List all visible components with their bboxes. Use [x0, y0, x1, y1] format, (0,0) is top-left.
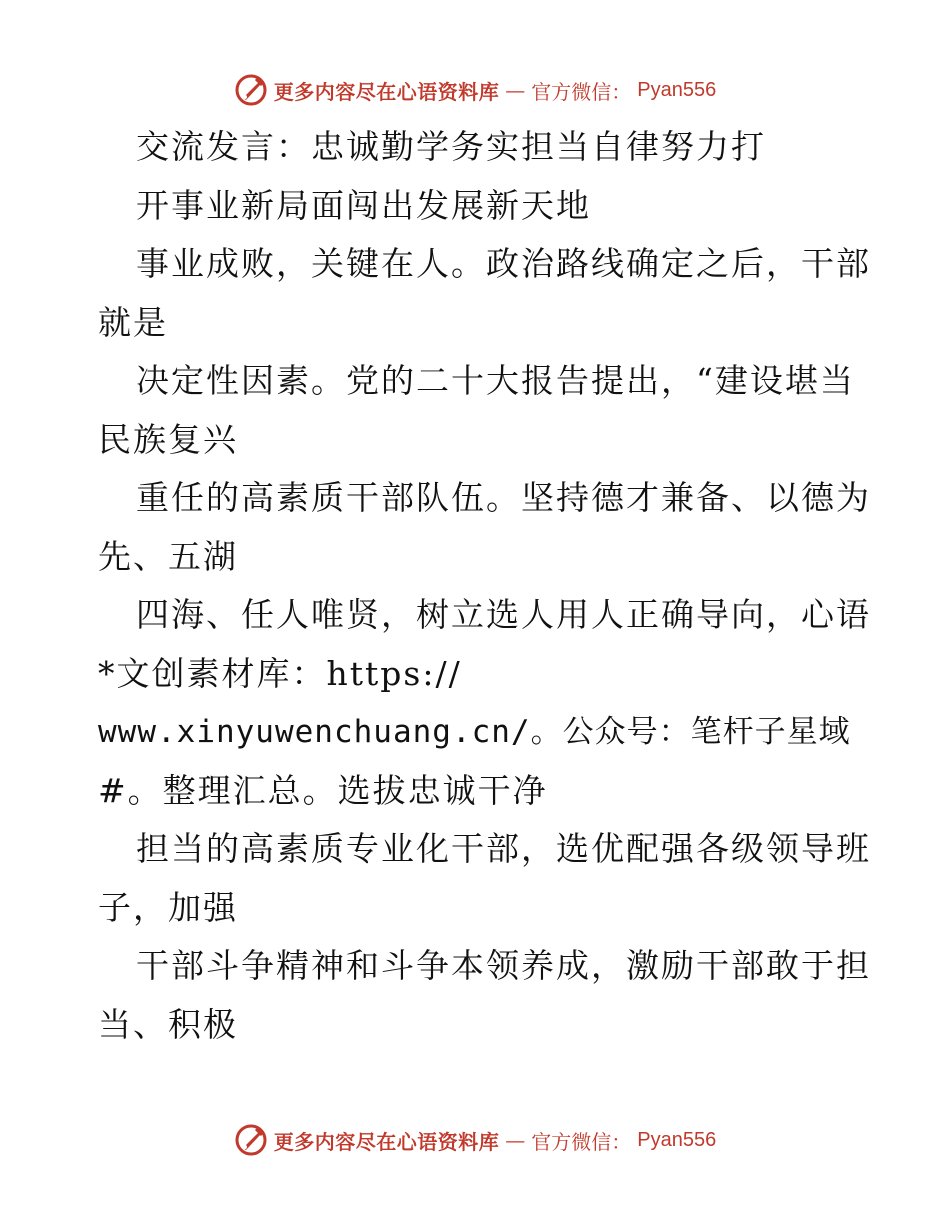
- footer-banner: [0, 1120, 950, 1160]
- title-line-1: 交流发言：忠诚勤学务实担当自律努力打: [136, 127, 766, 166]
- banner-separator: —: [505, 78, 526, 102]
- banner-wechat-id: Pyan556: [637, 78, 717, 101]
- banner-wechat-id: Pyan556: [637, 1128, 717, 1151]
- document-body: [98, 118, 871, 1054]
- paragraph-line: 四海、任人唯贤，树立选人用人正确导向，心语: [136, 595, 871, 634]
- paragraph-line: 就是: [98, 302, 168, 342]
- header-banner: [0, 70, 950, 110]
- paragraph-line: 担当的高素质专业化干部，选优配强各级领导班: [136, 829, 871, 868]
- paragraph-line: 子，加强: [98, 887, 238, 927]
- paragraph-line: 当、积极: [98, 1004, 238, 1044]
- paragraph-line-url: www.xinyuwenchuang.cn/。公众号：笔杆子星域: [98, 714, 851, 750]
- banner-wechat-label: 官方微信：: [531, 1129, 632, 1154]
- banner-wechat-label: 官方微信：: [531, 79, 632, 104]
- paragraph-line: #。整理汇总。选拔忠诚干净: [98, 770, 548, 810]
- paragraph-line: 干部斗争精神和斗争本领养成，激励干部敢于担: [136, 946, 871, 985]
- paragraph-line: 先、五湖: [98, 536, 238, 576]
- paragraph-line: 决定性因素。党的二十大报告提出，“建设堪当: [136, 361, 855, 400]
- banner-brand: 更多内容尽在心语资料库: [273, 1129, 500, 1154]
- quill-pen-logo-icon: [234, 1123, 268, 1157]
- paragraph-line: 民族复兴: [98, 419, 238, 459]
- banner-brand: 更多内容尽在心语资料库: [273, 79, 500, 104]
- paragraph-line: 重任的高素质干部队伍。坚持德才兼备、以德为: [136, 478, 871, 517]
- quill-pen-logo-icon: [234, 73, 268, 107]
- paragraph-line: *文创素材库：https://: [98, 653, 462, 693]
- banner-separator: —: [505, 1128, 526, 1152]
- paragraph-line: 事业成败，关键在人。政治路线确定之后，干部: [136, 244, 871, 283]
- title-line-2: 开事业新局面闯出发展新天地: [136, 185, 591, 225]
